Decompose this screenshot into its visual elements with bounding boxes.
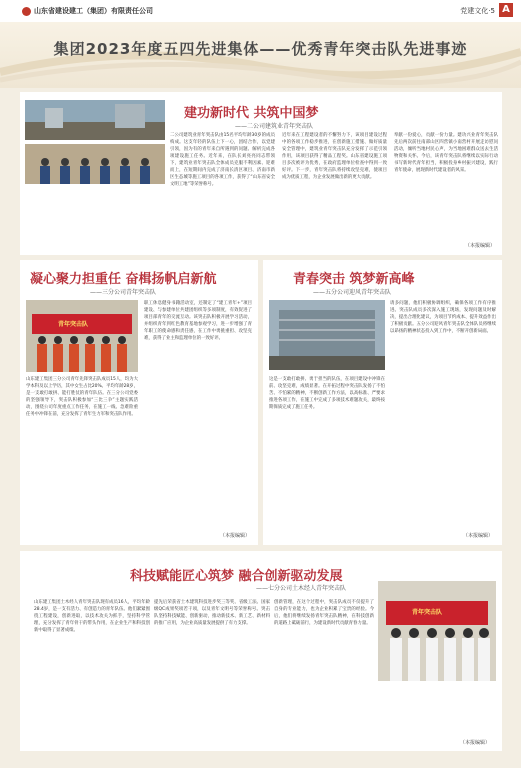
story-column: 奉献一份爱心，贡献一份力量。建功兴业青年突击队先后两次前往南部山区四营镇小南营村开展走访慰问活动，倾听当地村民心声，为当地困难群众送去生活物资和关怀。今后，该青年突击队将继续以实际行动书写新时代青年担当，积极投身乡村振兴建设，践行青年使命，展现新时代建设者的风采。 — [394, 133, 498, 173]
org-name: 山东省建设建工（集团）有限责任公司 — [34, 7, 153, 15]
construction-photo-icon — [25, 100, 165, 140]
section-label: 党建文化·5 — [460, 7, 495, 15]
story-photo — [378, 581, 496, 681]
flag-text: 青年突击队 — [412, 609, 443, 616]
story-subtitle: ——五分公司迎风青年突击队 — [313, 289, 392, 296]
story-photo — [25, 100, 165, 140]
company-logo-icon — [22, 7, 31, 16]
story-photo — [26, 300, 138, 372]
story-title: 凝心聚力担重任 奋楫扬帆启新航 — [30, 272, 217, 287]
editor-credit: （本报编辑） — [220, 533, 251, 539]
section-badge: A — [499, 3, 513, 17]
team-flag-photo-icon — [26, 300, 138, 372]
story-title: 建功新时代 共筑中国梦 — [184, 106, 319, 121]
page-number: 5 — [490, 7, 495, 15]
story-block-4 — [20, 551, 502, 751]
site-photo-icon — [269, 300, 385, 370]
story-title: 青春突击 筑梦新高峰 — [293, 272, 415, 287]
editor-credit: （本报编辑） — [463, 533, 494, 539]
story-column: 二公司建筑业青年突击队由15名平均年龄30岁的成员构成。这支年轻的队伍上下一心，团结合作，以党建引领，因为有的青年来自所遇到的问题、解析完成各项建设施工任务。近年来，在队长刘亮亮同志带领下，建筑业青年突击队全体成员克服不利因素、迎难而上，在短期间内完成了济南长清区项目、济南市新区生态城等施工项目的各项工作，获得了“山东省安全文明工地”等荣誉称号。 — [170, 133, 275, 187]
story-column: 山东建工集团三分公司青年先锋突击队成员15人，均为大学本科及以上学历，其中女生占比20%。平均年龄28岁，是一支敢打敢拼、能打胜仗的青年队伍。在三分公司党委的坚强领导下，突击队积极参加“三比三争”主题实践活动，围绕公司年度重点工作任务，在施工一线、急难险重任务中冲锋在前，充分发挥了青年生力军和突击队作用。 — [26, 377, 138, 417]
story-subtitle: ——二公司建筑业青年突击队 — [235, 123, 314, 130]
story-block-2 — [20, 260, 258, 545]
story-column: 提先后荣获省土木建筑科技进步奖三等奖、省级工法、国家级QC成果奖项若干项，以及青年文明号等荣誉称号。突击队坚持科技赋能、创新驱动，推动新技术、新工艺、新材料的推广应用，为企业高质量发展提供了有力支撑。 — [154, 600, 270, 626]
story-block-3 — [263, 260, 502, 545]
story-column: 这是一支敢打敢拼、勇于担当的队伍，在项目建设中冲锋在前、攻坚克难，成绩显著。在开拓过程中突击队发扬了不怕苦、不怕累的精神，不断创新工作方法，以高标准、严要求推进各项工作，在施工中完成了多项技术难题攻关，最终按期保质完成了施工任务。 — [269, 377, 385, 410]
story-subtitle: ——三分公司青年突击队 — [90, 289, 157, 296]
flag-text: 青年突击队 — [58, 321, 89, 328]
story-photo — [269, 300, 385, 370]
story-column: 职工休息健身书籍活动室，还制定了“建工青年+”项目建设、与参建单位共建团组织等多项制度，有效促进了项目部青年的交流互动。该突击队积极开展学习活动，并组织青年到红色教育基地参观学习，进一步增强了青年职工的使命感和责任感，在工作中勇挑重担、攻坚克难，获得了业主和监理单位的一致好评。 — [144, 301, 252, 341]
story-column: 创新管理，在这个过程中，突击队成员不仅提升了自身的专业能力，也为企业积累了宝贵的经验。今后，他们将继续发扬青年突击队精神，在科技创新的道路上砥砺前行，为建设新时代贡献青春力量。 — [274, 600, 374, 626]
story-column: 请多问题，他们积极协调组织，确保各项工作有序推进。突击队成员多次深入施工现场，发现问题及时解决，提出合理化建议，为项目节约成本、提升效益作出了积极贡献。五分公司迎风青年突击队全体队员将继续以昂扬的精神状态投入到工作中，不断开创新局面。 — [390, 301, 496, 334]
story-title: 科技赋能匠心筑梦 融合创新驱动发展 — [130, 569, 343, 584]
editor-credit: （本报编辑） — [465, 243, 496, 249]
editor-credit: （本报编辑） — [460, 740, 491, 746]
story-column: 近年来在工程建设者的不懈努力下，该项目建设过程中的各项工作稳步推进，在创新施工措施、做好质量安全管理中，建筑业青年突击队充分发挥了示范引领作用，该项目获得了精品工程奖。山东省建设施工项目多次被评为优秀，在政府监理单位检查中得到一致好评。下一步，青年突击队将持续攻坚克难，使项目成为优质工程，为企业发展做出新的更大贡献。 — [282, 133, 387, 180]
section-name: 党建文化 — [460, 7, 489, 15]
org-logo — [22, 6, 153, 16]
banner-title: 集团2023年度五四先进集体——优秀青年突击队先进事迹 — [53, 40, 468, 58]
team-flag-photo-icon — [378, 581, 496, 681]
story-column: 山东建工集团土木经人青年突击队现有成员16人，平均年龄28.4岁，是一支有活力、有创造力的青年队伍。他们紧紧围绕工程建设，创新进取，以技术攻关为抓手，坚持科学管理，充分发挥了青年骨干的带头作用，在企业生产和科技创新中取得了显著成绩。 — [34, 600, 150, 633]
story-photo — [25, 144, 165, 184]
story-block-1 — [20, 92, 502, 255]
page-header — [0, 0, 521, 22]
story-subtitle: ——七分公司土木经人青年突击队 — [256, 585, 347, 592]
team-photo-icon — [25, 144, 165, 184]
